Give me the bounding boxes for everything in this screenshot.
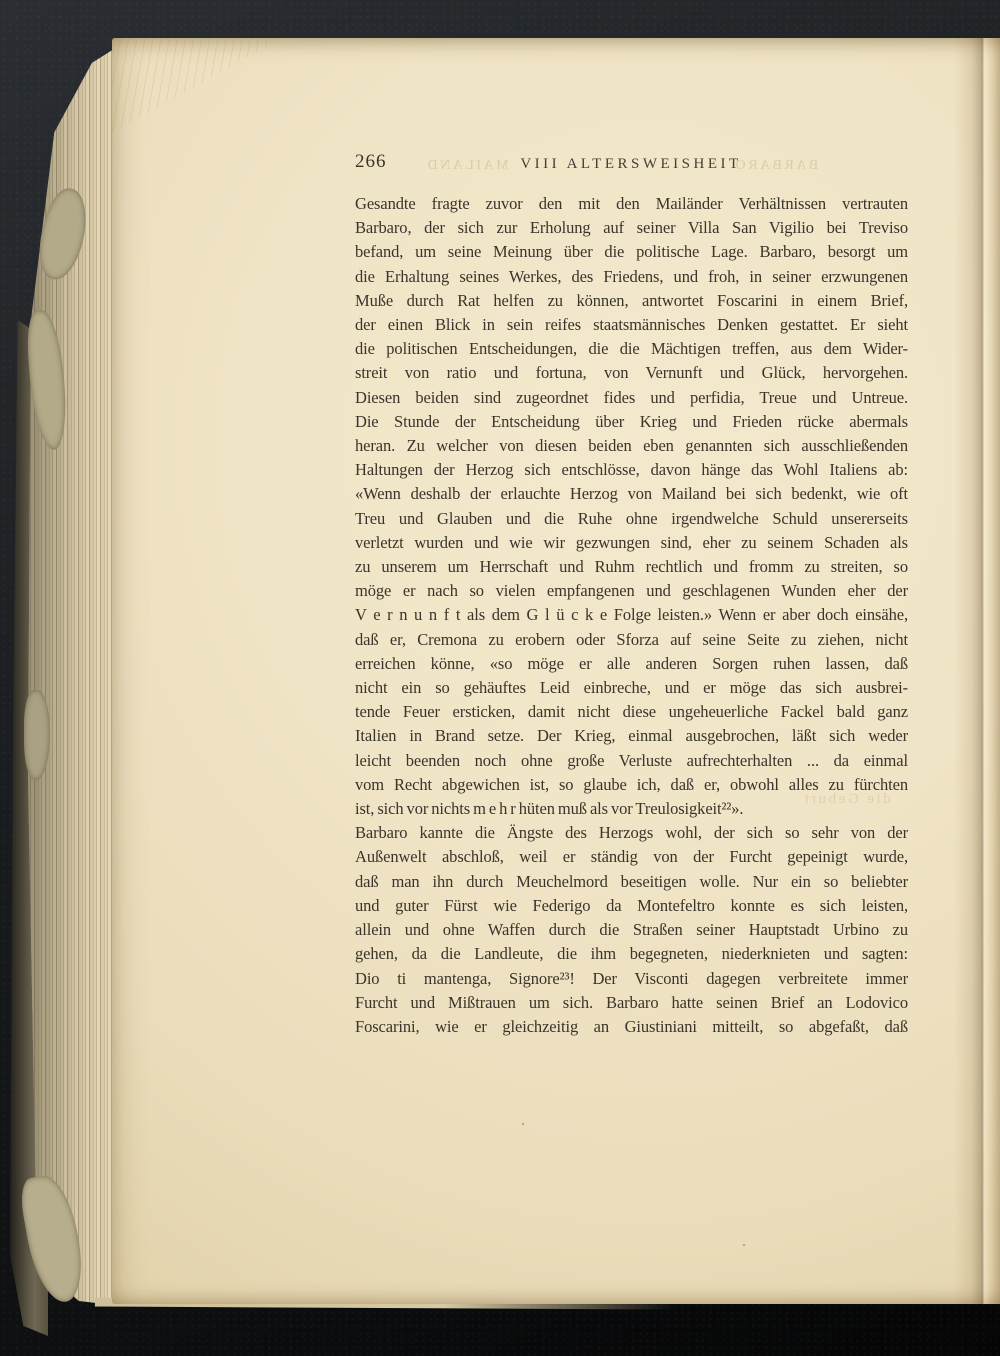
text-line: tende Feuer ersticken, damit nicht diese ungeheuerliche Fackel bald ganz (355, 702, 908, 722)
text-line: ist, sich vor nichts m e h r hüten muß als vor Treulosigkeit²²». (355, 799, 744, 819)
text-line: V e r n u n f t als dem G l ü c k e Folge leisten.» Wenn er aber doch einsähe, (355, 605, 908, 625)
dust-speck (522, 1123, 524, 1125)
text-line: erreichen könne, «so möge er alle anderen Sorgen ruhen lassen, daß (355, 653, 908, 673)
dust-speck (743, 1244, 745, 1246)
text-line: allein und ohne Waffen durch die Straßen seiner Hauptstadt Urbino zu (355, 920, 908, 940)
show-through-text: die Geburt (802, 791, 891, 807)
text-line: Barbaro, der sich zur Erholung auf seiner Villa San Vigilio bei Treviso (355, 218, 908, 238)
gutter-shadow (954, 38, 1000, 1304)
text-line: zu unserem um Herrschaft und Ruhm rechtlich und fromm zu streiten, so (355, 557, 908, 577)
page-number: 266 (355, 151, 387, 172)
text-line: nicht ein so gehäuftes Leid einbreche, und er möge das sich ausbrei- (355, 678, 908, 698)
text-line: Haltungen der Herzog sich entschlösse, davon hänge das Wohl Italiens ab: (355, 460, 908, 480)
text-line: Außenwelt abschloß, weil er ständig von der Furcht gepeinigt wurde, (355, 847, 908, 867)
text-line: befand, um seine Meinung über die politische Lage. Barbaro, besorgt um (355, 242, 908, 262)
text-line: «Wenn deshalb der erlauchte Herzog von Mailand bei sich bedenkt, wie oft (355, 484, 908, 504)
text-line: streit von ratio und fortuna, von Vernunft und Glück, hervorgehen. (355, 363, 908, 383)
text-line: Italien in Brand setze. Der Krieg, einmal ausgebrochen, läßt sich weder (355, 726, 908, 746)
text-line: verletzt wurden und wie wir gezwungen sind, eher zu seinem Schaden als (355, 532, 908, 552)
text-line: die politischen Entscheidungen, die die Mächtigen treffen, aus dem Wider- (355, 339, 908, 359)
page-corner-fan-lines (112, 38, 282, 133)
text-line: Foscarini, wie er gleichzeitig an Giustiniani mitteilt, so abgefaßt, daß (355, 1016, 908, 1036)
text-line: Die Stunde der Entscheidung über Krieg und Frieden rücke abermals (355, 411, 908, 431)
show-through-text: MAILAND (425, 158, 509, 173)
show-through-text: BARBARO (733, 158, 819, 173)
text-line: Treu und Glauben und die Ruhe ohne irgendwelche Schuld unsererseits (355, 508, 908, 528)
text-line: die Erhaltung seines Werkes, des Friedens, und froh, in seiner erzwungenen (355, 266, 908, 286)
text-line: der einen Blick in sein reifes staatsmännisches Denken gestattet. Er sieht (355, 315, 908, 335)
text-line: Furcht und Mißtrauen um sich. Barbaro hatte seinen Brief an Lodovico (355, 992, 908, 1012)
text-line: und guter Fürst wie Federigo da Montefeltro konnte es sich leisten, (355, 895, 908, 915)
text-line: möge er nach so vielen empfangenen und geschlagenen Wunden eher der (355, 581, 908, 601)
text-line: Muße durch Rat helfen zu können, antwortet Foscarini in einem Brief, (355, 290, 908, 310)
text-line: vom Recht abgewichen ist, so glaube ich, daß er, obwohl alles zu fürchten (355, 774, 908, 794)
text-line: daß er, Cremona zu erobern oder Sforza auf seine Seite zu ziehen, nicht (355, 629, 908, 649)
running-header: VIII ALTERSWEISHEIT (520, 156, 742, 172)
text-line: Gesandte fragte zuvor den mit den Mailänder Verhältnissen vertrauten (355, 194, 908, 213)
text-line: leicht beenden noch ohne große Verluste aufrechterhalten ... da einmal (355, 750, 908, 770)
body-text (355, 192, 908, 1039)
text-line: Diesen beiden sind zugeordnet fides und perfidia, Treue und Untreue. (355, 387, 908, 407)
text-line: Barbaro kannte die Ängste des Herzogs wohl, der sich so sehr von der (355, 823, 908, 843)
text-line: gehen, da die Landleute, die ihm begegneten, niederknieten und sagten: (355, 944, 908, 964)
text-line: Dio ti mantenga, Signore²³! Der Visconti dagegen verbreitete immer (355, 968, 908, 988)
text-line: daß man ihn durch Meuchelmord beseitigen wolle. Nur ein so beliebter (355, 871, 908, 891)
text-line: heran. Zu welcher von diesen beiden eben genannten sich ausschließenden (355, 436, 908, 456)
